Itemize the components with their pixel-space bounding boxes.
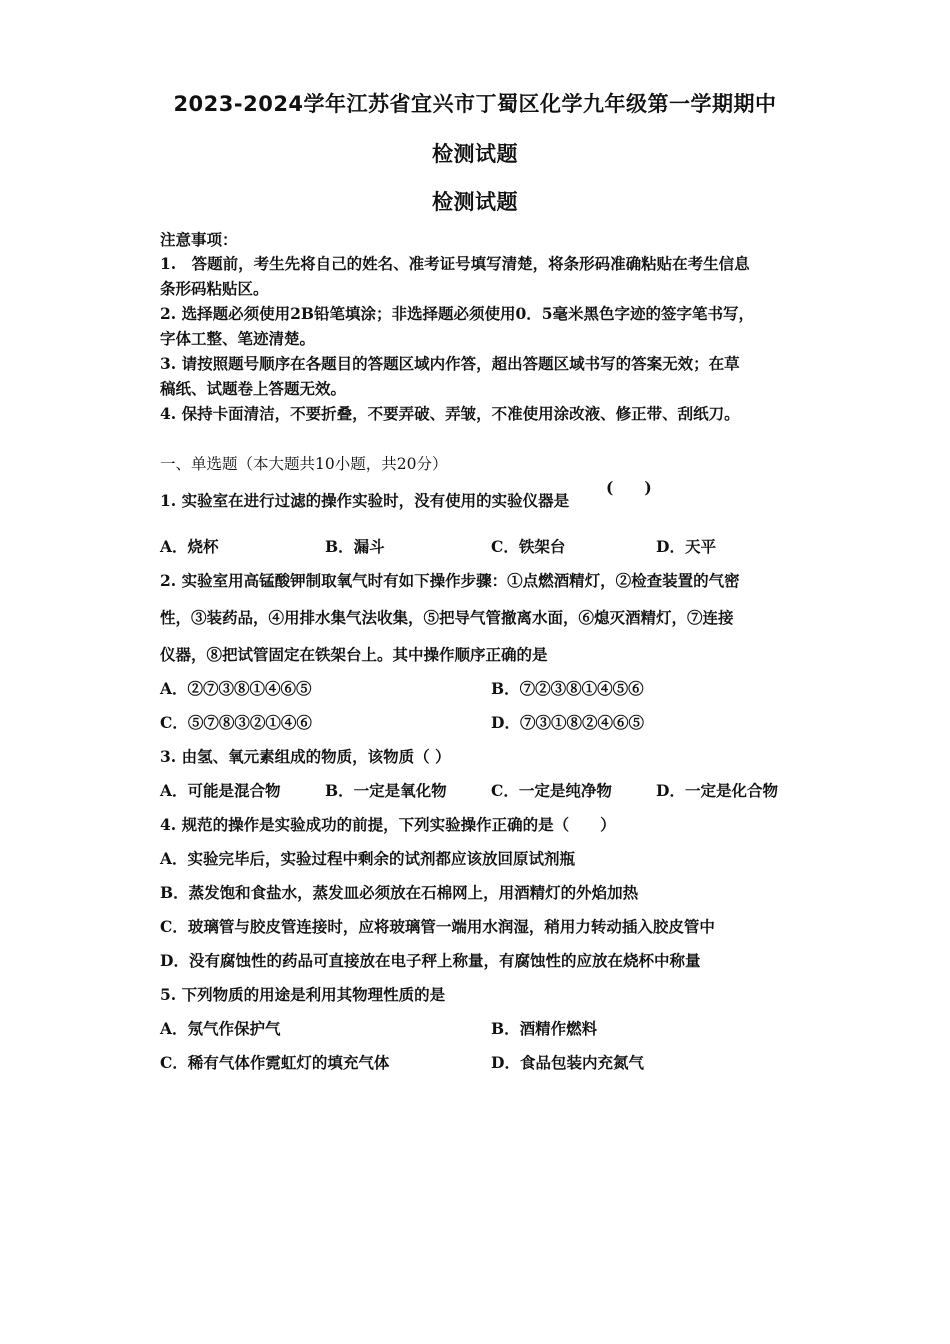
- question-2-stem: 仪器，⑧把试管固定在铁架台上。其中操作顺序正确的是: [160, 645, 548, 664]
- question-4-option-c: C．玻璃管与胶皮管连接时，应将玻璃管一端用水润湿，稍用力转动插入胶皮管中: [160, 917, 715, 936]
- question-5-option-a: A．氖气作保护气: [160, 1019, 281, 1038]
- question-3-option-d: D．一定是化合物: [656, 781, 778, 800]
- question-2-option-b: B．⑦②③⑧①④⑤⑥: [491, 679, 644, 698]
- notice-line: 1. 答题前，考生先将自己的姓名、准考证号填写清楚，将条形码准确粘贴在考生信息: [160, 254, 750, 273]
- question-4-option-a: A．实验完毕后，实验过程中剩余的试剂都应该放回原试剂瓶: [160, 849, 576, 868]
- question-2-option-a: A．②⑦③⑧①④⑥⑤: [160, 679, 312, 698]
- question-1-option-d: D．天平: [656, 537, 716, 556]
- notice-line: 3. 请按照题号顺序在各题目的答题区域内作答，超出答题区域书写的答案无效；在草: [160, 354, 740, 373]
- notice-line: 4. 保持卡面清洁，不要折叠，不要弄破、弄皱，不准使用涂改液、修正带、刮纸刀。: [160, 404, 740, 423]
- notice-line: 条形码粘贴区。: [160, 279, 269, 298]
- exam-title: 2023-2024学年江苏省宜兴市丁蜀区化学九年级第一学期期中: [173, 92, 777, 116]
- question-3-option-b: B．一定是氧化物: [325, 781, 447, 800]
- question-1-option-b: B．漏斗: [325, 537, 385, 556]
- section-heading: 一、单选题（本大题共10小题，共20分）: [160, 455, 448, 473]
- question-1-answer-paren: ( ): [606, 478, 652, 497]
- question-3-option-a: A．可能是混合物: [160, 781, 281, 800]
- question-4-option-d: D．没有腐蚀性的药品可直接放在电子秤上称量，有腐蚀性的应放在烧杯中称量: [160, 951, 701, 970]
- question-5-stem: 5. 下列物质的用途是利用其物理性质的是: [160, 985, 446, 1004]
- question-5-option-d: D．食品包装内充氮气: [491, 1053, 644, 1072]
- question-1-option-a: A．烧杯: [160, 537, 219, 556]
- notice-line: 稿纸、试题卷上答题无效。: [160, 379, 347, 398]
- question-2-stem: 2. 实验室用高锰酸钾制取氧气时有如下操作步骤：①点燃酒精灯，②检查装置的气密: [160, 571, 740, 590]
- notice-line: 2. 选择题必须使用2B铅笔填涂；非选择题必须使用0．5毫米黑色字迹的签字笔书写，: [160, 304, 755, 323]
- question-3-stem: 3. 由氢、氧元素组成的物质，该物质（ ）: [160, 747, 451, 766]
- question-2-option-d: D．⑦③①⑧②④⑥⑤: [491, 713, 644, 732]
- question-5-option-c: C．稀有气体作霓虹灯的填充气体: [160, 1053, 390, 1072]
- question-4-option-b: B．蒸发饱和食盐水，蒸发皿必须放在石棉网上，用酒精灯的外焰加热: [160, 883, 639, 902]
- exam-subtitle-repeat: 检测试题: [432, 190, 518, 214]
- question-2-option-c: C．⑤⑦⑧③②①④⑥: [160, 713, 312, 732]
- question-3-option-c: C．一定是纯净物: [491, 781, 612, 800]
- question-1-option-c: C．铁架台: [491, 537, 566, 556]
- question-1-stem: 1. 实验室在进行过滤的操作实验时，没有使用的实验仪器是: [160, 491, 570, 510]
- question-4-stem: 4. 规范的操作是实验成功的前提，下列实验操作正确的是（ ）: [160, 815, 616, 834]
- question-5-option-b: B．酒精作燃料: [491, 1019, 598, 1038]
- question-2-stem: 性，③装药品，④用排水集气法收集，⑤把导气管撤离水面，⑥熄灭酒精灯，⑦连接: [160, 608, 734, 627]
- exam-subtitle: 检测试题: [432, 142, 518, 166]
- notice-heading: 注意事项：: [160, 230, 238, 249]
- notice-line: 字体工整、笔迹清楚。: [160, 329, 316, 348]
